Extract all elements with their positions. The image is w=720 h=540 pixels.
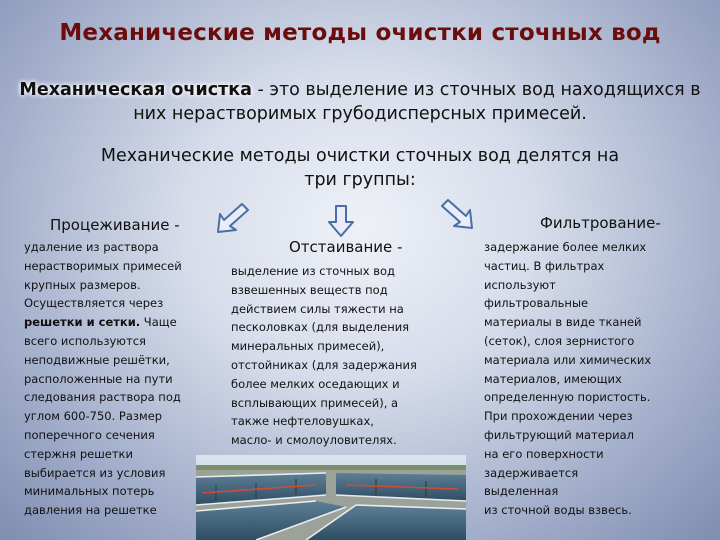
straining-text-part2: Чаще всего используются неподвижные решётки, расположенные на пути следования раствора под углом 600-750. Размер поперечного сечения стержня решетки выбирается из условия минимальных потерь давления на решетке (24, 315, 181, 518)
groups-intro: Механические методы очистки сточных вод делятся на три группы: (100, 146, 620, 190)
column-text-settling: выделение из сточных вод взвешенных веществ под действием силы тяжести на песколовках (для выделения минеральных примесей), отстойниках (для задержания более мелких оседающих и всплывающих примесей), а также нефтеловушках, масло- и смолоуловителях. (231, 264, 417, 448)
column-text-straining (24, 238, 214, 520)
arrow-down-left-icon (216, 200, 250, 234)
arrow-down-right-icon (440, 196, 474, 230)
definition-text: - это выделение из сточных вод находящихся в них нерастворимых грубодисперсных примесей. (133, 80, 701, 124)
column-heading-straining: Процеживание - (50, 216, 180, 234)
column-heading-filtration: Фильтрование- (540, 214, 661, 232)
treatment-plant-photo (196, 455, 466, 540)
arrow-down-icon (326, 204, 356, 238)
definition-term: Механическая очистка (19, 80, 252, 100)
column-text-filtration: задержание более мелких частиц. В фильтрах используют фильтровальные материалы в виде тканей (сеток), слоя зернистого материала или химических материалов, имеющих определенную пористость. При прохождении через фильтрующий материал на его поверхности задерживается выделенная из сточной воды взвесь. (484, 240, 652, 518)
definition-paragraph (10, 78, 710, 126)
straining-text-part1: удаление из раствора нерастворимых примесей крупных размеров. Осуществляется через (24, 240, 182, 311)
slide-title: Механические методы очистки сточных вод (59, 20, 661, 46)
column-heading-settling: Отстаивание - (289, 238, 403, 256)
straining-text-bold: решетки и сетки. (24, 315, 141, 330)
